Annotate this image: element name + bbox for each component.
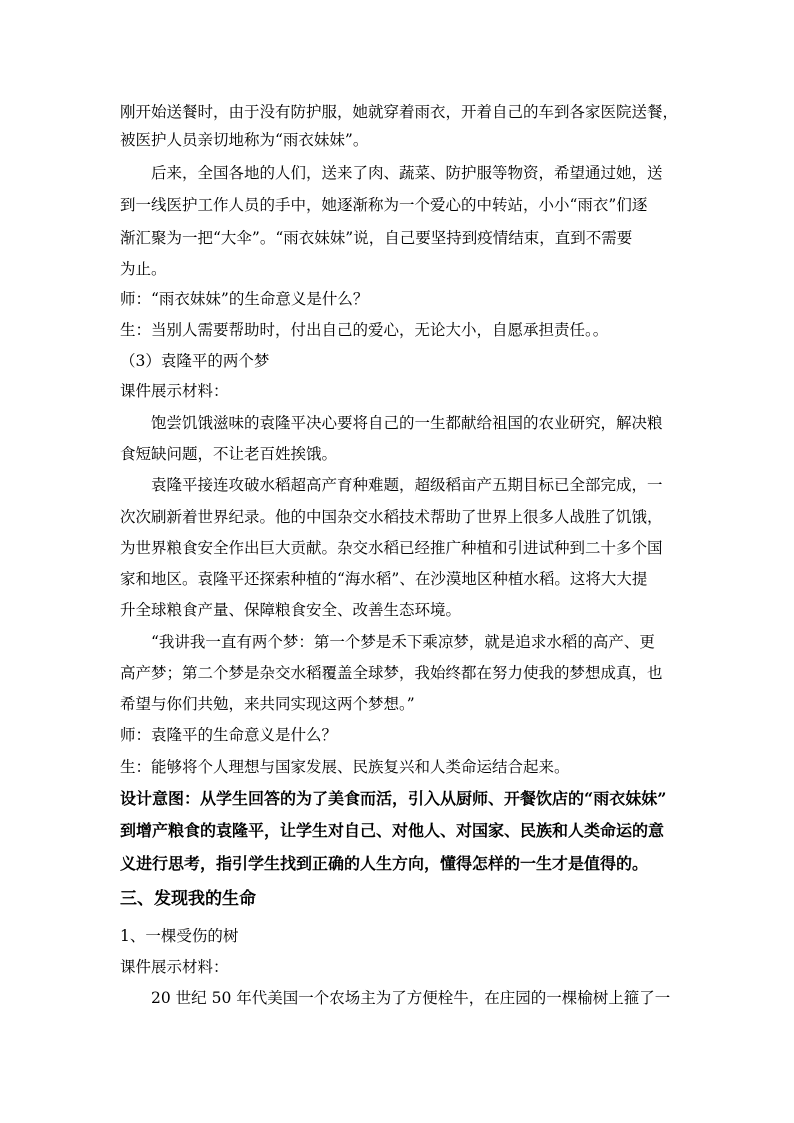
paragraph-line: 家和地区。袁隆平还探索种植的“海水稻”、在沙漠地区种植水稻。这将大大提 [120, 570, 648, 588]
section-heading: 三、发现我的生命 [120, 889, 256, 909]
design-intent-line: 到增产粮食的袁隆平，让学生对自己、对他人、对国家、民族和人类命运的意 [120, 821, 665, 840]
paragraph-line: 为世界粮食安全作出巨大贡献。杂交水稻已经推广种植和引进试种到二十多个国 [120, 539, 663, 557]
paragraph-line: 渐汇聚为一把“大伞”。“雨衣妹妹”说，自己要坚持到疫情结束，直到不需要 [120, 229, 633, 247]
paragraph-line: 食短缺问题，不让老百姓挨饿。 [120, 445, 338, 463]
paragraph-line: 次次刷新着世界纪录。他的中国杂交水稻技术帮助了世界上很多人战胜了饥饿， [120, 508, 663, 526]
paragraph-line: 为止。 [120, 260, 167, 278]
subsection-title: （3）袁隆平的两个梦 [120, 352, 270, 370]
paragraph-line: 升全球粮食产量、保障粮食安全、改善生态环境。 [120, 601, 462, 619]
student-answer: 生：能够将个人理想与国家发展、民族复兴和人类命运结合起来。 [120, 758, 570, 776]
paragraph-line: 被医护人员亲切地称为“雨衣妹妹”。 [120, 131, 369, 149]
teacher-question: 师：“雨衣妹妹”的生命意义是什么？ [120, 290, 369, 308]
material-label: 课件展示材料： [120, 382, 229, 400]
paragraph-line: 到一线医护工作人员的手中，她逐渐称为一个爱心的中转站，小小“雨衣”们逐 [120, 196, 648, 214]
paragraph-line: 后来，全国各地的人们，送来了肉、蔬菜、防护服等物资，希望通过她，送 [151, 164, 663, 182]
paragraph-line: 刚开始送餐时，由于没有防护服，她就穿着雨衣，开着自己的车到各家医院送餐， [120, 103, 679, 121]
material-label: 课件展示材料： [120, 958, 229, 976]
subsection-title: 1、一棵受伤的树 [120, 927, 239, 945]
quote-line: 希望与你们共勉，来共同实现这两个梦想。” [120, 695, 415, 713]
quote-line: “我讲我一直有两个梦：第一个梦是禾下乘凉梦，就是追求水稻的高产、更 [151, 633, 655, 651]
design-intent-line: 义进行思考，指引学生找到正确的人生方向，懂得怎样的一生才是值得的。 [120, 854, 649, 873]
quote-line: 高产梦；第二个梦是杂交水稻覆盖全球梦，我始终都在努力使我的梦想成真，也 [120, 664, 663, 682]
paragraph-line: 饱尝饥饿滋味的袁隆平决心要将自己的一生都献给祖国的农业研究，解决粮 [151, 414, 663, 432]
paragraph-line: 20 世纪 50 年代美国一个农场主为了方便栓牛，在庄园的一棵榆树上箍了一 [151, 989, 671, 1007]
student-answer: 生：当别人需要帮助时，付出自己的爱心，无论大小，自愿承担责任。。 [120, 321, 609, 339]
paragraph-line: 袁隆平接连攻破水稻超高产育种难题，超级稻亩产五期目标已全部完成，一 [151, 476, 663, 494]
design-intent-line: 设计意图：从学生回答的为了美食而活，引入从厨师、开餐饮店的“雨衣妹妹” [120, 789, 667, 808]
teacher-question: 师：袁隆平的生命意义是什么？ [120, 726, 338, 744]
